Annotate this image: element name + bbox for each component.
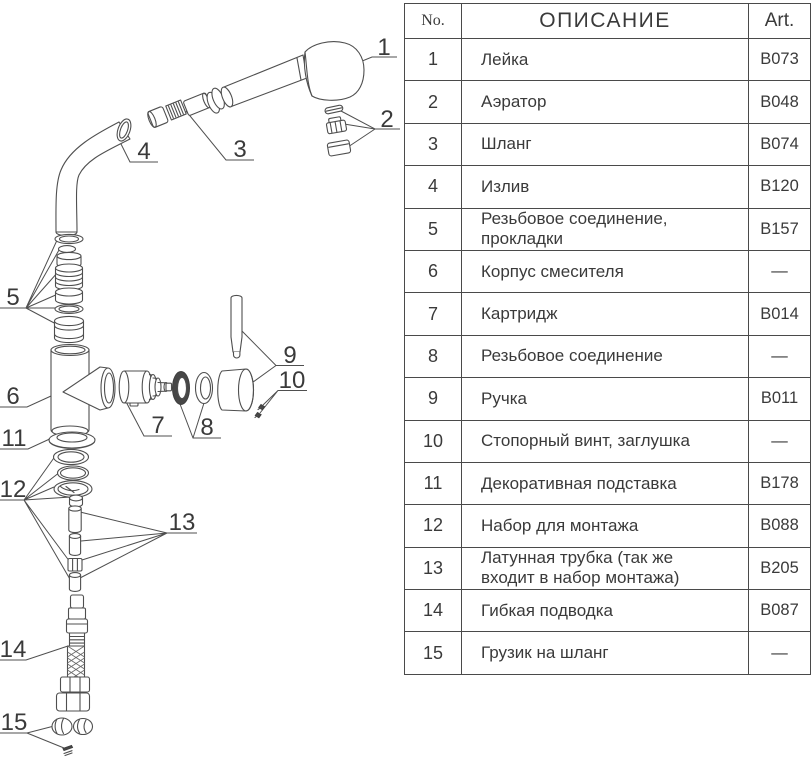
col-header-description: ОПИСАНИЕ [462, 4, 749, 39]
part-number: 5 [405, 208, 462, 250]
part-number: 8 [405, 335, 462, 377]
part-description: Латунная трубка (так же входит в набор монтажа) [462, 547, 749, 589]
cartridge-part-7 [119, 371, 171, 406]
callout-1: 1 [377, 34, 391, 61]
aerator-part-2 [324, 105, 350, 157]
table-row [405, 208, 811, 250]
part-art-code: B157 [749, 208, 811, 250]
part-number: 3 [405, 123, 462, 165]
part-art-code: — [749, 632, 811, 674]
parts-table [404, 3, 811, 675]
part-number: 2 [405, 81, 462, 123]
parts-table-body [405, 39, 811, 675]
part-description: Набор для монтажа [462, 505, 749, 547]
part-description: Декоративная подставка [462, 462, 749, 504]
part-description: Излив [462, 166, 749, 208]
brass-tube-part-13 [68, 506, 82, 592]
part-number: 12 [405, 505, 462, 547]
part-art-code: B014 [749, 293, 811, 335]
mounting-kit-part-12 [54, 449, 93, 507]
table-row [405, 250, 811, 292]
hose-part-3 [146, 87, 228, 129]
part-description: Картридж [462, 293, 749, 335]
col-header-no: No. [405, 4, 462, 39]
callout-3: 3 [233, 136, 247, 163]
callout-11: 11 [1, 425, 27, 452]
handle-part-9 [218, 295, 254, 411]
sprayer-head-part-1 [219, 42, 364, 109]
part-number: 9 [405, 378, 462, 420]
table-row [405, 632, 811, 674]
table-row [405, 462, 811, 504]
part-art-code: B073 [749, 39, 811, 81]
callout-15: 15 [0, 709, 28, 736]
callout-8: 8 [200, 414, 214, 441]
spout-part-4 [56, 117, 134, 236]
callout-10: 10 [278, 367, 306, 394]
part-description: Грузик на шланг [462, 632, 749, 674]
table-row [405, 378, 811, 420]
part-description: Корпус смесителя [462, 250, 749, 292]
part-art-code: B178 [749, 462, 811, 504]
part-art-code: — [749, 250, 811, 292]
part-description: Резьбовое соединение [462, 335, 749, 377]
callout-14: 14 [0, 636, 27, 663]
table-row [405, 166, 811, 208]
part-art-code: B011 [749, 378, 811, 420]
table-row [405, 420, 811, 462]
part-art-code: B048 [749, 81, 811, 123]
callout-5: 5 [6, 284, 20, 311]
part-art-code: — [749, 420, 811, 462]
table-row [405, 293, 811, 335]
callout-2: 2 [380, 106, 394, 133]
part-description: Шланг [462, 123, 749, 165]
table-row [405, 547, 811, 589]
set-screw-part-10 [255, 405, 265, 418]
part-description: Резьбовое соединение, прокладки [462, 208, 749, 250]
part-description: Гибкая подводка [462, 590, 749, 632]
part-number: 11 [405, 462, 462, 504]
part-art-code: B087 [749, 590, 811, 632]
part-art-code: B120 [749, 166, 811, 208]
mixer-body-part-6 [51, 345, 115, 436]
part-description: Стопорный винт, заглушка [462, 420, 749, 462]
table-row [405, 335, 811, 377]
part-description: Лейка [462, 39, 749, 81]
part-art-code: B205 [749, 547, 811, 589]
callout-12: 12 [0, 476, 27, 503]
flex-hose-part-14 [57, 595, 90, 711]
part-description: Аэратор [462, 81, 749, 123]
part-art-code: B074 [749, 123, 811, 165]
callout-7: 7 [151, 412, 165, 439]
part-number: 7 [405, 293, 462, 335]
table-row [405, 81, 811, 123]
callout-4: 4 [137, 138, 151, 165]
faucet-exploded-diagram [0, 0, 400, 757]
part-number: 14 [405, 590, 462, 632]
leader-line-5 [0, 238, 59, 325]
hose-weight-part-15 [52, 718, 93, 756]
table-row [405, 39, 811, 81]
part-number: 1 [405, 39, 462, 81]
table-header-row [405, 4, 811, 39]
part-art-code: — [749, 335, 811, 377]
callout-13: 13 [168, 509, 196, 536]
part-description: Ручка [462, 378, 749, 420]
part-number: 13 [405, 547, 462, 589]
threaded-rings-part-8 [173, 372, 213, 405]
table-row [405, 123, 811, 165]
table-row [405, 505, 811, 547]
part-number: 15 [405, 632, 462, 674]
callout-6: 6 [6, 383, 20, 410]
callout-9: 9 [283, 342, 297, 369]
part-number: 10 [405, 420, 462, 462]
table-row [405, 590, 811, 632]
part-art-code: B088 [749, 505, 811, 547]
col-header-art: Art. [749, 4, 811, 39]
part-number: 4 [405, 166, 462, 208]
part-number: 6 [405, 250, 462, 292]
thread-gasket-stack-part-5 [55, 234, 84, 342]
